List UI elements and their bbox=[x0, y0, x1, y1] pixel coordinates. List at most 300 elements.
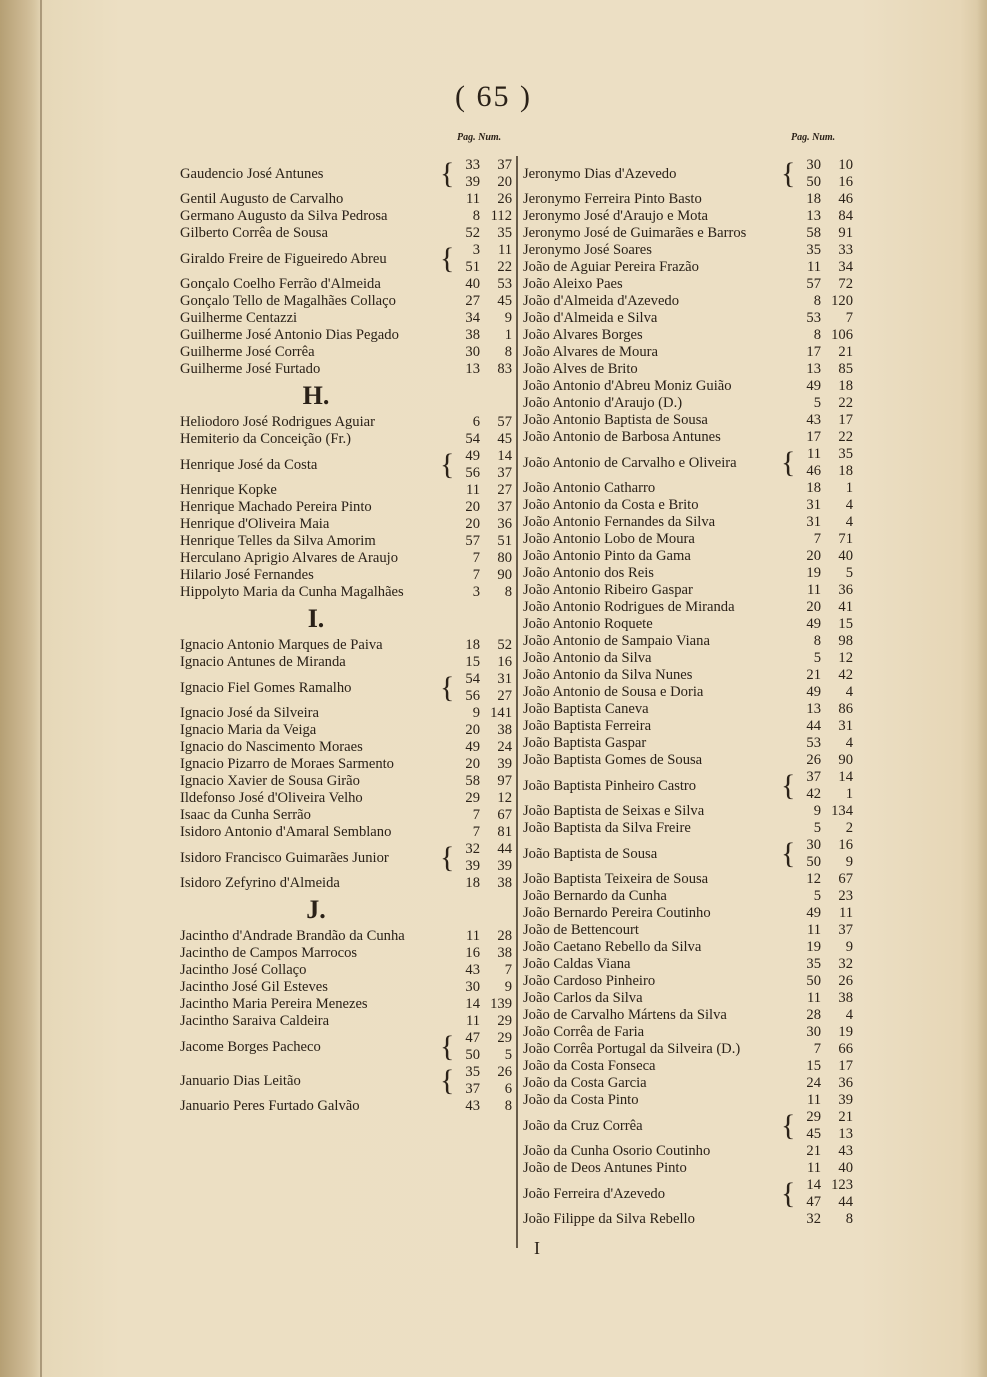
pag-value: 11 bbox=[806, 922, 821, 938]
pag-value: 13 bbox=[465, 361, 480, 377]
index-entry bbox=[180, 327, 512, 344]
num-value: 43 bbox=[838, 1143, 853, 1159]
pag-value: 43 bbox=[465, 962, 480, 978]
entry-name: João Ferreira d'Azevedo bbox=[523, 1185, 666, 1202]
page-refs bbox=[793, 293, 821, 310]
index-entry bbox=[180, 841, 512, 875]
num-value: 12 bbox=[497, 790, 512, 806]
number-refs bbox=[821, 514, 853, 531]
entry-name: João Baptista Pinheiro Castro bbox=[523, 777, 697, 794]
page-refs bbox=[452, 654, 480, 671]
index-entry bbox=[523, 1041, 853, 1058]
number-refs bbox=[821, 395, 853, 412]
page-refs bbox=[793, 344, 821, 361]
num-value: 38 bbox=[497, 722, 512, 738]
page-refs bbox=[452, 1064, 480, 1098]
pag-value: 37 bbox=[465, 1081, 480, 1097]
index-entry bbox=[523, 310, 853, 327]
index-entry bbox=[523, 1007, 853, 1024]
page-refs bbox=[452, 567, 480, 584]
page-refs bbox=[793, 616, 821, 633]
number-refs bbox=[821, 531, 853, 548]
pag-value: 38 bbox=[465, 327, 480, 343]
brace-mark: { bbox=[440, 1064, 455, 1097]
pag-value: 14 bbox=[806, 1177, 821, 1193]
index-entry bbox=[523, 990, 853, 1007]
pag-value: 26 bbox=[806, 752, 821, 768]
page-refs bbox=[452, 962, 480, 979]
page-refs bbox=[452, 225, 480, 242]
number-refs bbox=[480, 875, 512, 892]
pag-value: 44 bbox=[806, 718, 821, 734]
entry-name: Henrique Kopke bbox=[180, 482, 277, 498]
page-refs bbox=[452, 705, 480, 722]
entry-name: Henrique Telles da Silva Amorim bbox=[180, 533, 376, 549]
pag-value: 7 bbox=[813, 1041, 821, 1057]
pag-value: 50 bbox=[465, 1047, 480, 1063]
page-refs bbox=[793, 1177, 821, 1211]
index-entry bbox=[523, 684, 853, 701]
number-refs bbox=[480, 722, 512, 739]
number-refs bbox=[480, 516, 512, 533]
num-value: 14 bbox=[497, 448, 512, 464]
num-value: 67 bbox=[497, 807, 512, 823]
number-refs bbox=[480, 773, 512, 790]
pag-value: 49 bbox=[806, 684, 821, 700]
pag-value: 31 bbox=[806, 514, 821, 530]
pag-value: 15 bbox=[806, 1058, 821, 1074]
index-entry bbox=[180, 361, 512, 378]
book-gutter bbox=[0, 0, 42, 1377]
entry-name: João Baptista Gomes de Sousa bbox=[523, 752, 703, 768]
number-refs bbox=[480, 499, 512, 516]
index-entry bbox=[523, 616, 853, 633]
num-value: 26 bbox=[838, 973, 853, 989]
page-refs bbox=[452, 310, 480, 327]
pag-value: 12 bbox=[806, 871, 821, 887]
page-refs bbox=[452, 327, 480, 344]
pag-value: 57 bbox=[465, 533, 480, 549]
brace-mark: { bbox=[440, 157, 455, 190]
pag-value: 46 bbox=[806, 463, 821, 479]
number-refs bbox=[821, 1007, 853, 1024]
num-value: 19 bbox=[838, 1024, 853, 1040]
entry-name: Hemiterio da Conceição (Fr.) bbox=[180, 431, 352, 447]
num-value: 2 bbox=[845, 820, 853, 836]
number-refs bbox=[821, 1058, 853, 1075]
number-refs bbox=[821, 276, 853, 293]
entry-name: João Antonio da Costa e Brito bbox=[523, 497, 699, 513]
num-value: 86 bbox=[838, 701, 853, 717]
num-value: 57 bbox=[497, 414, 512, 430]
page-refs bbox=[452, 1013, 480, 1030]
index-entry bbox=[523, 429, 853, 446]
pag-value: 37 bbox=[806, 769, 821, 785]
number-refs bbox=[480, 584, 512, 601]
entry-name: João d'Almeida e Silva bbox=[523, 310, 658, 326]
number-refs bbox=[821, 378, 853, 395]
page-refs bbox=[793, 1024, 821, 1041]
index-entry bbox=[180, 276, 512, 293]
num-value: 16 bbox=[838, 837, 853, 853]
entry-name: Guilherme José Antonio Dias Pegado bbox=[180, 327, 399, 343]
pag-value: 40 bbox=[465, 276, 480, 292]
number-refs bbox=[480, 671, 512, 705]
entry-name: João Antonio Fernandes da Silva bbox=[523, 514, 716, 530]
index-entry bbox=[523, 803, 853, 820]
page-refs bbox=[452, 293, 480, 310]
brace-mark: { bbox=[781, 769, 796, 802]
pag-value: 50 bbox=[806, 973, 821, 989]
pag-value: 47 bbox=[465, 1030, 480, 1046]
entry-name: Jacintho de Campos Marrocos bbox=[180, 945, 358, 961]
index-entry bbox=[523, 514, 853, 531]
page-refs bbox=[793, 429, 821, 446]
index-entry bbox=[180, 996, 512, 1013]
section-letter: H. bbox=[302, 381, 330, 410]
pag-value: 15 bbox=[465, 654, 480, 670]
page-refs bbox=[452, 739, 480, 756]
entry-name: João de Bettencourt bbox=[523, 922, 639, 938]
num-value: 4 bbox=[845, 735, 853, 751]
pag-value: 11 bbox=[806, 1092, 821, 1108]
index-entry bbox=[180, 414, 512, 431]
number-refs bbox=[821, 922, 853, 939]
num-value: 139 bbox=[490, 996, 512, 1012]
page-refs bbox=[793, 310, 821, 327]
page-refs bbox=[793, 820, 821, 837]
num-value: 1 bbox=[504, 327, 512, 343]
num-value: 12 bbox=[838, 650, 853, 666]
entry-name: João Cardoso Pinheiro bbox=[523, 973, 656, 989]
num-value: 39 bbox=[497, 858, 512, 874]
entry-name: João Antonio Ribeiro Gaspar bbox=[523, 582, 693, 598]
num-value: 134 bbox=[831, 803, 853, 819]
page-refs bbox=[793, 905, 821, 922]
index-entry bbox=[523, 378, 853, 395]
index-entry bbox=[523, 395, 853, 412]
num-value: 4 bbox=[845, 514, 853, 530]
index-entry bbox=[180, 1064, 512, 1098]
number-refs bbox=[821, 1092, 853, 1109]
pag-value: 21 bbox=[806, 1143, 821, 1159]
page-refs bbox=[793, 939, 821, 956]
num-value: 91 bbox=[838, 225, 853, 241]
index-entry bbox=[523, 1058, 853, 1075]
page-refs bbox=[452, 361, 480, 378]
page-refs bbox=[793, 735, 821, 752]
pag-value: 18 bbox=[806, 191, 821, 207]
pag-value: 53 bbox=[806, 735, 821, 751]
index-entry bbox=[180, 516, 512, 533]
pag-value: 58 bbox=[465, 773, 480, 789]
entry-name: João Antonio dos Reis bbox=[523, 565, 654, 581]
number-refs bbox=[821, 1143, 853, 1160]
index-entry bbox=[180, 242, 512, 276]
index-entry bbox=[180, 722, 512, 739]
number-refs bbox=[480, 739, 512, 756]
page-refs bbox=[452, 242, 480, 276]
number-refs bbox=[821, 1177, 853, 1211]
pag-value: 52 bbox=[465, 225, 480, 241]
num-value: 8 bbox=[845, 1211, 853, 1227]
page-refs bbox=[793, 191, 821, 208]
entry-name: João Antonio de Sousa e Doria bbox=[523, 684, 704, 700]
num-value: 40 bbox=[838, 1160, 853, 1176]
page-refs bbox=[793, 514, 821, 531]
signature-mark: I bbox=[534, 1238, 540, 1258]
entry-name: Guilherme José Corrêa bbox=[180, 344, 315, 360]
pag-value: 11 bbox=[806, 990, 821, 1006]
pag-value: 49 bbox=[806, 905, 821, 921]
entry-name: Isaac da Cunha Serrão bbox=[180, 807, 311, 823]
number-refs bbox=[821, 616, 853, 633]
entry-name: Januario Dias Leitão bbox=[180, 1072, 301, 1089]
number-refs bbox=[480, 344, 512, 361]
num-value: 83 bbox=[497, 361, 512, 377]
num-value: 8 bbox=[504, 584, 512, 600]
pag-value: 57 bbox=[806, 276, 821, 292]
num-value: 31 bbox=[497, 671, 512, 687]
entry-name: João Bernardo Pereira Coutinho bbox=[523, 905, 711, 921]
num-value: 51 bbox=[497, 533, 512, 549]
num-value: 53 bbox=[497, 276, 512, 292]
num-value: 15 bbox=[838, 616, 853, 632]
page-refs bbox=[452, 414, 480, 431]
index-entry bbox=[180, 431, 512, 448]
pag-value: 11 bbox=[465, 1013, 480, 1029]
entry-name: Ignacio do Nascimento Moraes bbox=[180, 739, 363, 755]
pag-value: 18 bbox=[465, 875, 480, 891]
num-value: 11 bbox=[838, 905, 853, 921]
number-refs bbox=[480, 841, 512, 875]
index-entry bbox=[523, 633, 853, 650]
pag-value: 20 bbox=[806, 548, 821, 564]
page-refs bbox=[793, 871, 821, 888]
pag-value: 47 bbox=[806, 1194, 821, 1210]
brace-mark: { bbox=[440, 671, 455, 704]
number-refs bbox=[821, 1160, 853, 1177]
index-entry bbox=[523, 157, 853, 191]
num-value: 45 bbox=[497, 431, 512, 447]
pag-value: 18 bbox=[806, 480, 821, 496]
number-refs bbox=[480, 208, 512, 225]
num-value: 8 bbox=[504, 344, 512, 360]
index-entry bbox=[523, 718, 853, 735]
number-refs bbox=[821, 769, 853, 803]
entry-name: Jacome Borges Pacheco bbox=[180, 1038, 321, 1055]
pag-value: 29 bbox=[806, 1109, 821, 1125]
num-value: 29 bbox=[497, 1030, 512, 1046]
pag-value: 39 bbox=[465, 858, 480, 874]
pag-value: 5 bbox=[813, 888, 821, 904]
page-refs bbox=[452, 208, 480, 225]
pag-value: 7 bbox=[472, 807, 480, 823]
num-value: 1 bbox=[845, 786, 853, 802]
num-value: 9 bbox=[845, 854, 853, 870]
entry-name: Isidoro Antonio d'Amaral Semblano bbox=[180, 824, 392, 840]
number-refs bbox=[821, 446, 853, 480]
pag-value: 11 bbox=[806, 582, 821, 598]
page-refs bbox=[793, 1058, 821, 1075]
num-value: 42 bbox=[838, 667, 853, 683]
pag-value: 13 bbox=[806, 208, 821, 224]
number-refs bbox=[821, 973, 853, 990]
pag-value: 13 bbox=[806, 701, 821, 717]
num-value: 112 bbox=[490, 208, 512, 224]
entry-name: Januario Peres Furtado Galvão bbox=[180, 1098, 360, 1114]
pag-value: 11 bbox=[465, 482, 480, 498]
brace-mark: { bbox=[781, 446, 796, 479]
index-entry bbox=[523, 208, 853, 225]
number-refs bbox=[480, 550, 512, 567]
page-refs bbox=[793, 208, 821, 225]
number-refs bbox=[821, 242, 853, 259]
index-entry bbox=[180, 739, 512, 756]
index-entry bbox=[180, 293, 512, 310]
pag-value: 20 bbox=[465, 722, 480, 738]
num-value: 6 bbox=[504, 1081, 512, 1097]
pag-value: 20 bbox=[465, 499, 480, 515]
pag-value: 8 bbox=[472, 208, 480, 224]
num-value: 123 bbox=[831, 1177, 853, 1193]
num-value: 13 bbox=[838, 1126, 853, 1142]
number-refs bbox=[821, 327, 853, 344]
page-refs bbox=[452, 1030, 480, 1064]
entry-name: Ignacio José da Silveira bbox=[180, 705, 320, 721]
page-refs bbox=[793, 1160, 821, 1177]
num-value: 98 bbox=[838, 633, 853, 649]
section-letter: I. bbox=[307, 604, 325, 633]
num-value: 29 bbox=[497, 1013, 512, 1029]
page-refs bbox=[793, 769, 821, 803]
num-value: 4 bbox=[845, 497, 853, 513]
num-value: 90 bbox=[497, 567, 512, 583]
entry-name: Germano Augusto da Silva Pedrosa bbox=[180, 208, 388, 224]
index-entry bbox=[180, 550, 512, 567]
left-column-header: Pag. Num. bbox=[457, 132, 502, 143]
page-edge bbox=[977, 0, 987, 1377]
num-value: 35 bbox=[497, 225, 512, 241]
num-value: 31 bbox=[838, 718, 853, 734]
page-refs bbox=[452, 637, 480, 654]
page-refs bbox=[452, 431, 480, 448]
index-entry bbox=[180, 208, 512, 225]
entry-name: Jacintho d'Andrade Brandão da Cunha bbox=[180, 928, 405, 944]
index-entry bbox=[523, 361, 853, 378]
page-refs bbox=[452, 584, 480, 601]
entry-name: João Corrêa Portugal da Silveira (D.) bbox=[523, 1041, 741, 1057]
pag-value: 20 bbox=[465, 516, 480, 532]
page-refs bbox=[452, 824, 480, 841]
pag-value: 45 bbox=[806, 1126, 821, 1142]
page-refs bbox=[793, 242, 821, 259]
number-refs bbox=[821, 599, 853, 616]
entry-name: Gonçalo Coelho Ferrão d'Almeida bbox=[180, 276, 381, 292]
num-value: 9 bbox=[504, 310, 512, 326]
number-refs bbox=[821, 752, 853, 769]
entry-name: João Antonio da Silva bbox=[523, 650, 652, 666]
entry-name: João Antonio Catharro bbox=[523, 480, 656, 496]
number-refs bbox=[821, 225, 853, 242]
entry-name: João Antonio Pinto da Gama bbox=[523, 548, 691, 564]
number-refs bbox=[480, 790, 512, 807]
pag-value: 11 bbox=[806, 1160, 821, 1176]
index-entry bbox=[523, 1109, 853, 1143]
entry-name: Jeronymo José de Guimarães e Barros bbox=[523, 225, 747, 241]
num-value: 44 bbox=[838, 1194, 853, 1210]
index-entry bbox=[180, 705, 512, 722]
index-entry bbox=[180, 773, 512, 790]
num-value: 9 bbox=[504, 979, 512, 995]
entry-name: João Baptista Gaspar bbox=[523, 735, 647, 751]
page-refs bbox=[452, 671, 480, 705]
index-entry bbox=[180, 533, 512, 550]
index-entry bbox=[523, 956, 853, 973]
page-refs bbox=[793, 599, 821, 616]
entry-name: João Baptista de Seixas e Silva bbox=[523, 803, 705, 819]
num-value: 36 bbox=[838, 582, 853, 598]
number-refs bbox=[821, 956, 853, 973]
pag-value: 43 bbox=[806, 412, 821, 428]
number-refs bbox=[480, 1030, 512, 1064]
number-refs bbox=[480, 327, 512, 344]
pag-value: 13 bbox=[806, 361, 821, 377]
page-refs bbox=[793, 1041, 821, 1058]
number-refs bbox=[821, 361, 853, 378]
page-refs bbox=[452, 533, 480, 550]
number-refs bbox=[480, 293, 512, 310]
page-refs bbox=[793, 956, 821, 973]
num-value: 37 bbox=[497, 157, 512, 173]
page-refs bbox=[452, 773, 480, 790]
entry-name: João de Deos Antunes Pinto bbox=[523, 1160, 687, 1176]
pag-value: 39 bbox=[465, 174, 480, 190]
page-refs bbox=[452, 1098, 480, 1115]
num-value: 11 bbox=[497, 242, 512, 258]
page-refs bbox=[793, 1109, 821, 1143]
entry-name: João Corrêa de Faria bbox=[523, 1024, 645, 1040]
number-refs bbox=[821, 650, 853, 667]
entry-name: Hippolyto Maria da Cunha Magalhães bbox=[180, 584, 404, 600]
pag-value: 58 bbox=[806, 225, 821, 241]
number-refs bbox=[821, 310, 853, 327]
index-entry bbox=[180, 807, 512, 824]
index-entry bbox=[180, 499, 512, 516]
brace-mark: { bbox=[781, 1109, 796, 1142]
num-value: 16 bbox=[497, 654, 512, 670]
index-entry bbox=[180, 654, 512, 671]
pag-value: 42 bbox=[806, 786, 821, 802]
num-value: 17 bbox=[838, 412, 853, 428]
number-refs bbox=[480, 276, 512, 293]
num-value: 46 bbox=[838, 191, 853, 207]
number-refs bbox=[480, 807, 512, 824]
entry-name: João Caldas Viana bbox=[523, 956, 631, 972]
num-value: 5 bbox=[845, 565, 853, 581]
entry-name: João Baptista Ferreira bbox=[523, 718, 652, 734]
number-refs bbox=[480, 979, 512, 996]
entry-name: João Antonio Roquete bbox=[523, 616, 653, 632]
page-refs bbox=[793, 446, 821, 480]
page-refs bbox=[793, 395, 821, 412]
page-refs bbox=[793, 157, 821, 191]
page-refs bbox=[793, 973, 821, 990]
pag-value: 50 bbox=[806, 854, 821, 870]
page-refs bbox=[793, 701, 821, 718]
index-entry bbox=[523, 1177, 853, 1211]
number-refs bbox=[480, 431, 512, 448]
